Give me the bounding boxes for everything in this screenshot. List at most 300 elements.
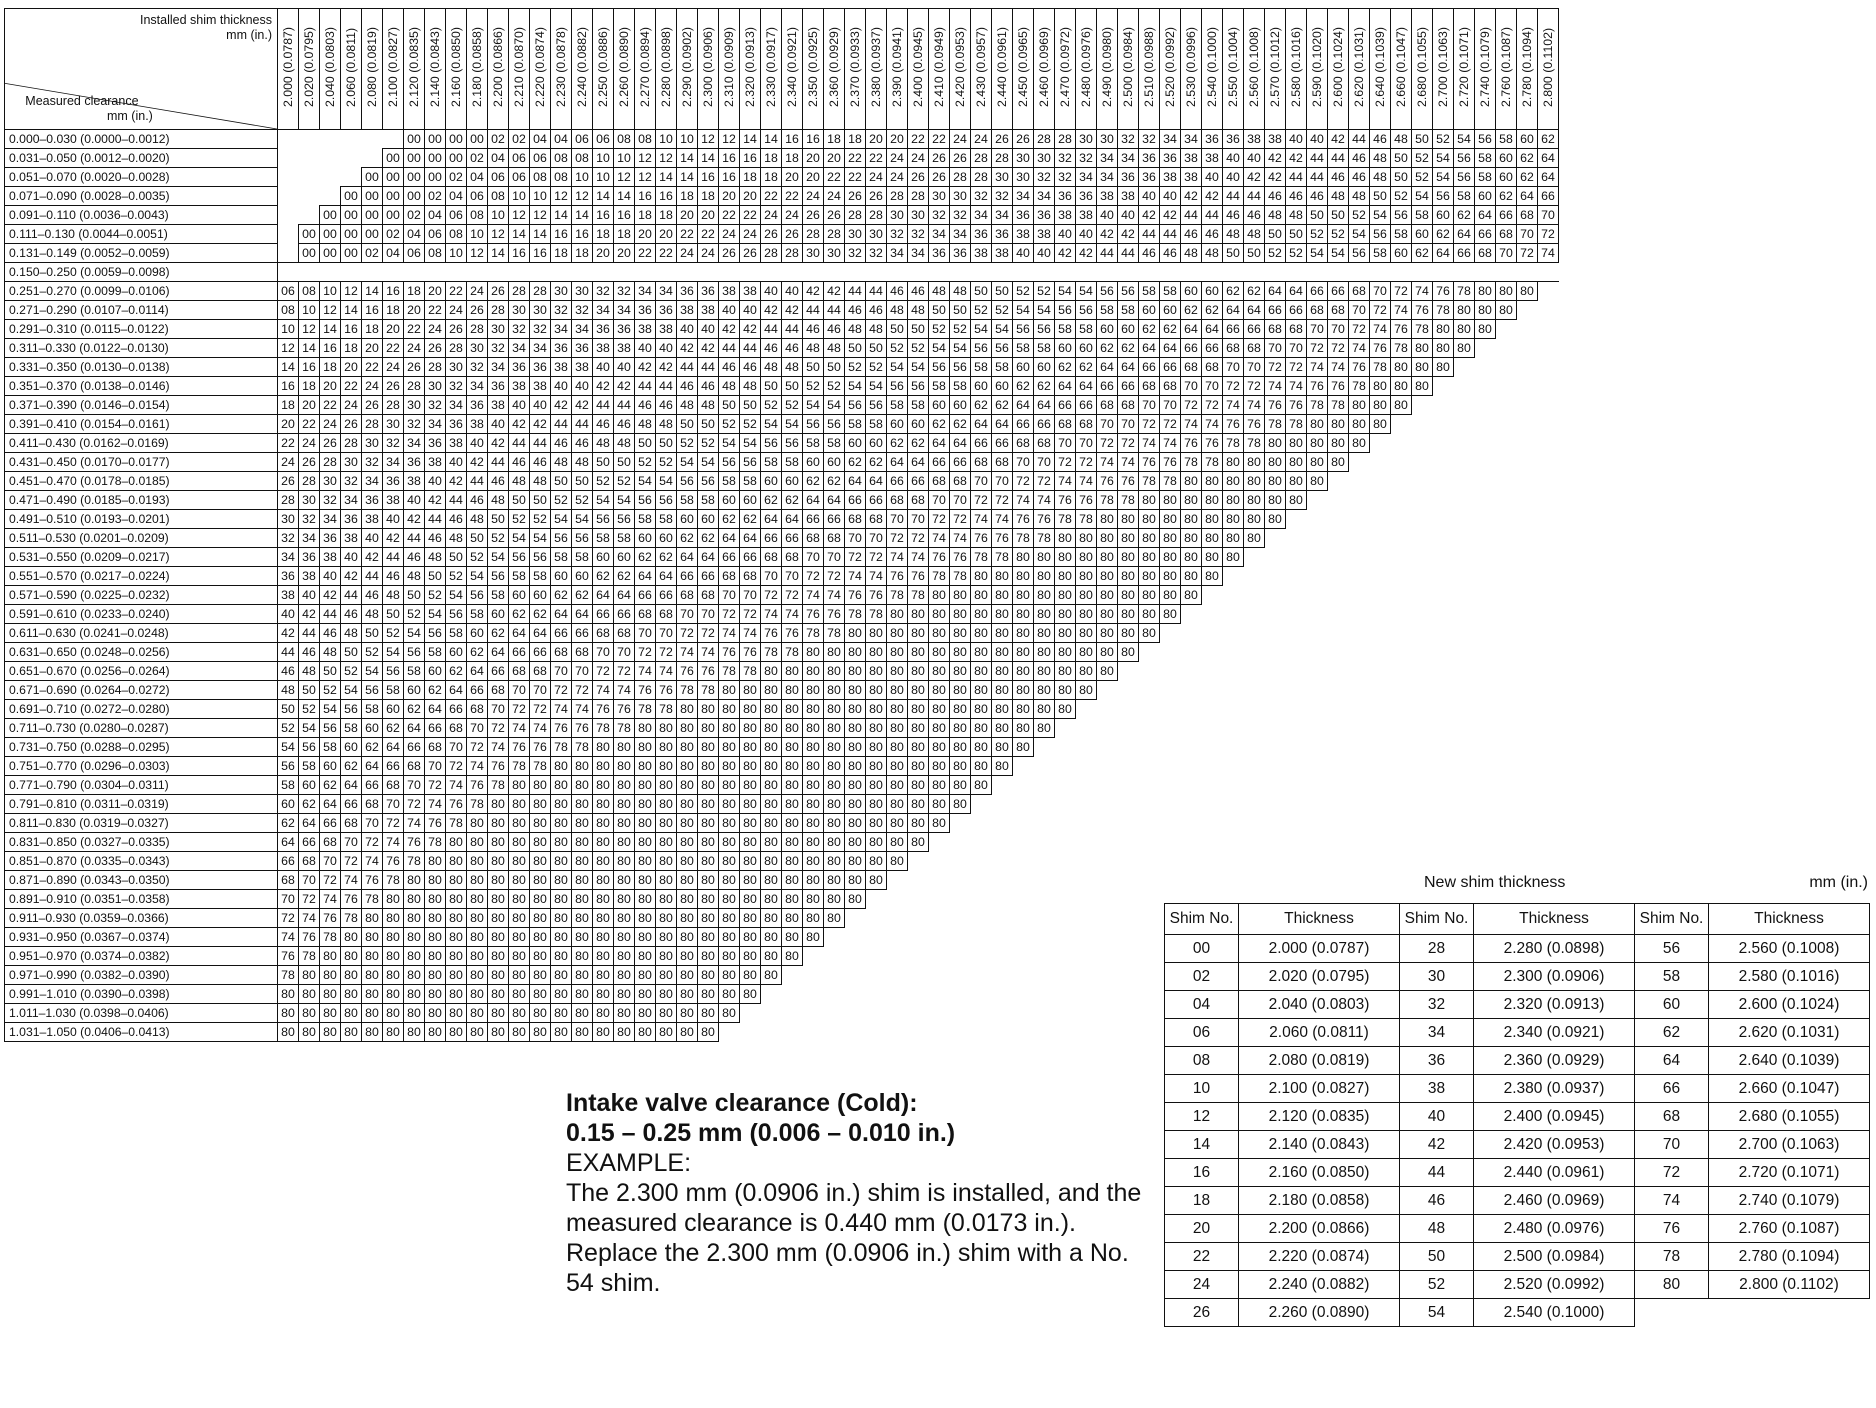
shim-number-cell: 58 — [1475, 168, 1496, 187]
shim-number-cell: 12 — [299, 320, 320, 339]
shim-number-cell: 80 — [1286, 434, 1307, 453]
shim-number-cell: 80 — [614, 947, 635, 966]
shim-number-cell: 50 — [341, 643, 362, 662]
shim-number-cell: 68 — [1517, 206, 1538, 225]
shim-number-cell: 36 — [299, 548, 320, 567]
shim-number-cell: 76 — [1181, 434, 1202, 453]
installed-thickness-label: 2.500 (0.0984) — [1121, 27, 1135, 107]
shim-number-cell: 72 — [341, 852, 362, 871]
shim-number-cell: 74 — [1244, 396, 1265, 415]
empty-cell — [1391, 681, 1412, 700]
shim-number-cell: 80 — [1034, 700, 1055, 719]
measured-clearance-label: 0.511–0.530 (0.0201–0.0209) — [5, 529, 278, 548]
clearance-row — [5, 776, 1559, 795]
shim-number-cell: 80 — [1013, 567, 1034, 586]
shim-number-cell: 32 — [446, 377, 467, 396]
shim-number-cell: 80 — [1328, 434, 1349, 453]
empty-cell — [1328, 795, 1349, 814]
shim-number-cell: 80 — [509, 928, 530, 947]
shim-number-cell: 62 — [383, 719, 404, 738]
shim-number-cell: 48 — [1349, 187, 1370, 206]
empty-cell — [1391, 491, 1412, 510]
shim-number-cell: 80 — [1412, 377, 1433, 396]
empty-cell — [1223, 852, 1244, 871]
shim-thickness-cell: 2.100 (0.0827) — [1239, 1075, 1400, 1103]
shim-number-cell: 46 — [803, 320, 824, 339]
shim-number-cell: 28 — [971, 149, 992, 168]
shim-number-cell: 80 — [866, 871, 887, 890]
shim-number-cell: 70 — [299, 871, 320, 890]
shim-number-cell: 80 — [425, 966, 446, 985]
shim-number-cell: 80 — [1181, 529, 1202, 548]
shim-number-cell: 80 — [488, 1023, 509, 1042]
shim-number-cell: 52 — [593, 472, 614, 491]
empty-cell — [1139, 909, 1160, 928]
installed-thickness-label: 2.140 (0.0843) — [428, 27, 442, 107]
empty-cell — [299, 130, 320, 149]
shim-no-cell: 36 — [1400, 1047, 1474, 1075]
shim-number-cell: 50 — [530, 491, 551, 510]
shim-no-cell: 72 — [1635, 1159, 1709, 1187]
shim-number-cell: 78 — [614, 719, 635, 738]
shim-number-cell: 80 — [1223, 510, 1244, 529]
shim-number-cell: 12 — [572, 187, 593, 206]
shim-number-cell: 76 — [635, 681, 656, 700]
shim-number-cell: 80 — [698, 966, 719, 985]
installed-thickness-header — [971, 9, 992, 130]
clearance-row — [5, 700, 1559, 719]
clearance-row — [5, 415, 1559, 434]
empty-cell — [1181, 700, 1202, 719]
shim-number-cell: 80 — [803, 852, 824, 871]
shim-number-cell: 70 — [593, 643, 614, 662]
shim-number-cell: 68 — [1223, 339, 1244, 358]
shim-number-cell: 28 — [1055, 130, 1076, 149]
shim-number-cell: 22 — [845, 168, 866, 187]
empty-cell — [1496, 453, 1517, 472]
shim-number-cell: 58 — [1097, 301, 1118, 320]
shim-number-cell: 40 — [425, 472, 446, 491]
shim-number-cell: 74 — [551, 700, 572, 719]
shim-number-cell: 66 — [320, 814, 341, 833]
shim-number-cell: 48 — [614, 434, 635, 453]
example-body: The 2.300 mm (0.0906 in.) shim is installed, and the measured clearance is 0.440 mm (0.0173 in.). Replace the 2.300 mm (0.0906 in.) shim with a No. 54 shim. — [566, 1179, 1142, 1297]
shim-number-cell: 34 — [278, 548, 299, 567]
shim-number-cell: 80 — [824, 909, 845, 928]
empty-cell — [887, 871, 908, 890]
shim-number-cell: 80 — [1034, 605, 1055, 624]
shim-no-cell: 00 — [1165, 935, 1239, 963]
shim-number-cell: 54 — [278, 738, 299, 757]
shim-number-cell: 80 — [488, 795, 509, 814]
shim-number-cell: 26 — [446, 320, 467, 339]
installed-thickness-label: 2.460 (0.0969) — [1037, 27, 1051, 107]
empty-cell — [1181, 624, 1202, 643]
shim-number-cell: 78 — [740, 662, 761, 681]
shim-number-cell: 48 — [530, 472, 551, 491]
shim-number-cell: 32 — [1139, 130, 1160, 149]
shim-number-cell: 22 — [782, 187, 803, 206]
empty-cell — [1307, 814, 1328, 833]
empty-cell — [1139, 1023, 1160, 1042]
shim-number-cell: 80 — [845, 624, 866, 643]
measured-clearance-label: 0.751–0.770 (0.0296–0.0303) — [5, 757, 278, 776]
shim-number-cell: 70 — [971, 472, 992, 491]
shim-number-cell: 76 — [530, 738, 551, 757]
shim-thickness-cell: 2.600 (0.1024) — [1709, 991, 1870, 1019]
shim-number-cell: 52 — [278, 719, 299, 738]
shim-number-cell: 64 — [677, 548, 698, 567]
shim-number-cell: 42 — [635, 358, 656, 377]
shim-number-cell: 64 — [551, 605, 572, 624]
shim-number-cell: 56 — [362, 681, 383, 700]
shim-number-cell: 80 — [719, 833, 740, 852]
shim-number-cell: 50 — [1328, 206, 1349, 225]
shim-number-cell: 66 — [1055, 396, 1076, 415]
shim-number-cell: 46 — [635, 396, 656, 415]
shim-number-cell: 80 — [593, 985, 614, 1004]
shim-number-cell: 54 — [593, 491, 614, 510]
shim-number-cell: 62 — [530, 605, 551, 624]
shim-number-cell: 42 — [1265, 168, 1286, 187]
empty-cell — [992, 871, 1013, 890]
measured-clearance-label: 0.711–0.730 (0.0280–0.0287) — [5, 719, 278, 738]
shim-number-cell: 60 — [551, 567, 572, 586]
shim-number-cell: 52 — [383, 624, 404, 643]
shim-number-cell: 42 — [362, 548, 383, 567]
empty-cell — [1202, 681, 1223, 700]
shim-number-cell: 72 — [1181, 396, 1202, 415]
shim-number-cell: 62 — [299, 795, 320, 814]
shim-number-cell: 80 — [467, 852, 488, 871]
empty-cell — [1517, 339, 1538, 358]
empty-cell — [866, 966, 887, 985]
empty-cell — [908, 890, 929, 909]
shim-number-cell: 30 — [425, 377, 446, 396]
shim-number-cell: 46 — [908, 282, 929, 301]
shim-number-cell: 80 — [1181, 586, 1202, 605]
shim-number-cell: 58 — [383, 681, 404, 700]
empty-cell — [1454, 643, 1475, 662]
empty-cell — [1328, 510, 1349, 529]
shim-number-cell: 44 — [1349, 130, 1370, 149]
shim-number-cell: 20 — [299, 396, 320, 415]
empty-cell — [1139, 757, 1160, 776]
shim-number-cell: 70 — [362, 814, 383, 833]
shim-number-cell: 46 — [761, 339, 782, 358]
shim-number-cell: 72 — [404, 795, 425, 814]
shim-number-cell: 78 — [929, 567, 950, 586]
empty-cell — [1349, 548, 1370, 567]
installed-thickness-label: 2.230 (0.0878) — [554, 27, 568, 107]
shim-number-cell: 80 — [320, 1023, 341, 1042]
shim-number-cell: 46 — [551, 434, 572, 453]
shim-number-cell: 40 — [509, 396, 530, 415]
shim-number-cell: 58 — [929, 377, 950, 396]
shim-number-cell: 36 — [383, 472, 404, 491]
empty-cell — [1412, 586, 1433, 605]
empty-cell — [1160, 852, 1181, 871]
shim-number-cell: 72 — [593, 662, 614, 681]
shim-number-cell: 80 — [1034, 643, 1055, 662]
empty-cell — [1055, 852, 1076, 871]
shim-number-cell: 16 — [719, 168, 740, 187]
shim-number-cell: 46 — [1244, 206, 1265, 225]
empty-cell — [1160, 719, 1181, 738]
installed-thickness-label: 2.120 (0.0835) — [407, 27, 421, 107]
shim-number-cell: 46 — [509, 453, 530, 472]
clearance-row — [5, 263, 1559, 282]
shim-number-cell: 78 — [845, 605, 866, 624]
shim-number-cell: 44 — [677, 358, 698, 377]
shim-number-cell: 80 — [425, 1023, 446, 1042]
shim-number-cell: 80 — [1139, 567, 1160, 586]
shim-number-cell: 46 — [1139, 244, 1160, 263]
empty-cell — [866, 985, 887, 1004]
empty-cell — [1076, 738, 1097, 757]
shim-number-cell: 72 — [467, 738, 488, 757]
empty-cell — [845, 966, 866, 985]
shim-number-cell: 80 — [1349, 415, 1370, 434]
shim-number-cell: 16 — [656, 187, 677, 206]
shim-number-cell: 80 — [887, 662, 908, 681]
shim-number-cell: 80 — [971, 681, 992, 700]
shim-number-cell: 80 — [593, 776, 614, 795]
shim-number-cell: 44 — [530, 434, 551, 453]
shim-number-cell: 58 — [761, 453, 782, 472]
empty-cell — [1496, 529, 1517, 548]
shim-number-cell: 36 — [1076, 187, 1097, 206]
empty-cell — [1454, 700, 1475, 719]
shim-number-cell: 28 — [803, 225, 824, 244]
shim-number-cell: 36 — [1139, 168, 1160, 187]
empty-cell — [1286, 643, 1307, 662]
shim-number-cell: 50 — [698, 415, 719, 434]
shim-number-cell: 72 — [803, 567, 824, 586]
shim-number-cell: 80 — [488, 833, 509, 852]
shim-number-cell: 76 — [908, 567, 929, 586]
shim-number-cell: 66 — [1076, 396, 1097, 415]
shim-number-cell: 60 — [698, 510, 719, 529]
shim-number-cell: 80 — [1454, 320, 1475, 339]
empty-cell — [1391, 605, 1412, 624]
measured-clearance-label: 0.631–0.650 (0.0248–0.0256) — [5, 643, 278, 662]
shim-number-cell: 26 — [845, 187, 866, 206]
shim-number-cell: 78 — [404, 852, 425, 871]
shim-number-cell: 80 — [1034, 548, 1055, 567]
shim-number-cell: 58 — [908, 396, 929, 415]
shim-number-cell: 80 — [635, 814, 656, 833]
shim-number-cell: 80 — [1013, 548, 1034, 567]
shim-number-cell: 72 — [677, 624, 698, 643]
shim-number-cell: 72 — [1307, 339, 1328, 358]
shim-number-cell: 68 — [719, 567, 740, 586]
shim-number-cell: 54 — [1349, 225, 1370, 244]
shim-number-cell: 36 — [1034, 206, 1055, 225]
empty-cell — [1454, 586, 1475, 605]
empty-cell — [1517, 586, 1538, 605]
empty-cell — [1517, 681, 1538, 700]
shim-number-cell: 70 — [824, 548, 845, 567]
shim-number-cell: 38 — [1202, 149, 1223, 168]
clearance-row — [5, 320, 1559, 339]
shim-number-cell: 72 — [425, 776, 446, 795]
empty-cell — [1328, 719, 1349, 738]
empty-cell — [1538, 377, 1559, 396]
shim-number-cell: 80 — [572, 795, 593, 814]
shim-number-cell: 48 — [761, 358, 782, 377]
shim-number-cell: 18 — [551, 244, 572, 263]
shim-number-cell: 20 — [656, 225, 677, 244]
shim-number-cell: 70 — [1139, 396, 1160, 415]
shim-number-cell: 80 — [1013, 662, 1034, 681]
shim-number-cell: 42 — [425, 491, 446, 510]
shim-number-cell: 40 — [677, 320, 698, 339]
shim-number-cell: 56 — [572, 529, 593, 548]
shim-number-cell: 66 — [719, 548, 740, 567]
shim-number-cell: 34 — [299, 529, 320, 548]
shim-number-cell: 54 — [740, 434, 761, 453]
shim-number-cell: 58 — [1391, 225, 1412, 244]
shim-number-cell: 80 — [719, 757, 740, 776]
shim-number-cell: 80 — [677, 757, 698, 776]
shim-number-cell: 14 — [593, 187, 614, 206]
empty-cell — [1370, 643, 1391, 662]
shim-number-cell: 78 — [1160, 472, 1181, 491]
empty-cell — [1307, 605, 1328, 624]
shim-number-cell: 80 — [446, 833, 467, 852]
shim-number-cell: 80 — [383, 947, 404, 966]
empty-cell — [1034, 757, 1055, 776]
empty-cell — [1013, 852, 1034, 871]
empty-cell — [1139, 890, 1160, 909]
empty-cell — [1370, 738, 1391, 757]
empty-cell — [1139, 947, 1160, 966]
shim-number-cell: 56 — [887, 377, 908, 396]
shim-number-cell: 38 — [404, 472, 425, 491]
shim-number-cell: 52 — [530, 510, 551, 529]
shim-number-cell: 00 — [362, 168, 383, 187]
empty-cell — [1097, 833, 1118, 852]
empty-cell — [1013, 928, 1034, 947]
empty-cell — [950, 947, 971, 966]
empty-cell — [1139, 681, 1160, 700]
empty-cell — [1118, 985, 1139, 1004]
shim-number-cell: 58 — [572, 548, 593, 567]
empty-cell — [1433, 833, 1454, 852]
empty-cell — [950, 833, 971, 852]
shim-number-cell: 34 — [1160, 130, 1181, 149]
shim-number-cell: 40 — [1244, 149, 1265, 168]
shim-number-cell: 36 — [1055, 187, 1076, 206]
shim-number-cell: 58 — [551, 548, 572, 567]
shim-number-cell: 36 — [446, 415, 467, 434]
installed-thickness-header — [446, 9, 467, 130]
shim-number-cell: 80 — [299, 966, 320, 985]
empty-cell — [1475, 472, 1496, 491]
shim-number-cell: 72 — [1223, 377, 1244, 396]
shim-number-cell: 68 — [320, 833, 341, 852]
shim-number-cell: 56 — [677, 472, 698, 491]
shim-number-cell: 78 — [824, 624, 845, 643]
shim-no-cell: 40 — [1400, 1103, 1474, 1131]
shim-number-cell: 60 — [446, 643, 467, 662]
empty-cell — [803, 985, 824, 1004]
shim-number-cell: 80 — [635, 966, 656, 985]
shim-number-cell: 38 — [1244, 130, 1265, 149]
shim-no-cell: 46 — [1400, 1187, 1474, 1215]
empty-cell — [1286, 757, 1307, 776]
shim-number-cell: 80 — [1307, 453, 1328, 472]
empty-cell — [1496, 662, 1517, 681]
shim-number-cell: 44 — [446, 491, 467, 510]
shim-number-cell: 80 — [635, 909, 656, 928]
shim-number-cell: 22 — [719, 206, 740, 225]
shim-number-cell: 72 — [656, 643, 677, 662]
shim-number-cell: 80 — [1160, 529, 1181, 548]
shim-number-cell: 70 — [1055, 434, 1076, 453]
shim-number-cell: 80 — [824, 738, 845, 757]
shim-number-cell: 80 — [803, 757, 824, 776]
shim-number-cell: 80 — [1181, 567, 1202, 586]
shim-number-cell: 52 — [1349, 206, 1370, 225]
empty-cell — [1454, 738, 1475, 757]
shim-number-cell: 80 — [362, 928, 383, 947]
shim-number-cell: 16 — [509, 244, 530, 263]
shim-number-cell: 68 — [1496, 225, 1517, 244]
shim-number-cell: 80 — [866, 776, 887, 795]
shim-number-cell: 28 — [866, 206, 887, 225]
shim-number-cell: 36 — [656, 301, 677, 320]
shim-number-cell: 80 — [929, 586, 950, 605]
installed-thickness-header — [1391, 9, 1412, 130]
shim-number-cell: 66 — [1202, 339, 1223, 358]
shim-number-cell: 80 — [719, 947, 740, 966]
empty-cell — [1475, 814, 1496, 833]
shim-number-cell: 80 — [1013, 681, 1034, 700]
shim-number-cell: 78 — [362, 890, 383, 909]
shim-number-cell: 52 — [614, 472, 635, 491]
shim-number-cell: 80 — [341, 928, 362, 947]
empty-cell — [1433, 700, 1454, 719]
shim-number-cell: 24 — [824, 187, 845, 206]
shim-number-cell: 76 — [1349, 358, 1370, 377]
shim-thickness-cell: 2.740 (0.1079) — [1709, 1187, 1870, 1215]
shim-number-cell: 80 — [593, 757, 614, 776]
measured-clearance-label: 0.831–0.850 (0.0327–0.0335) — [5, 833, 278, 852]
shim-number-cell: 80 — [803, 700, 824, 719]
shim-number-cell: 74 — [446, 776, 467, 795]
shim-number-cell: 80 — [635, 985, 656, 1004]
shim-number-cell: 80 — [572, 909, 593, 928]
shim-number-cell: 32 — [362, 453, 383, 472]
shim-number-cell: 72 — [1265, 358, 1286, 377]
shim-number-cell: 06 — [509, 149, 530, 168]
shim-number-cell: 80 — [530, 966, 551, 985]
shim-number-cell: 80 — [1055, 548, 1076, 567]
shim-number-cell: 80 — [1097, 586, 1118, 605]
shim-number-cell: 44 — [1307, 149, 1328, 168]
shim-number-cell: 68 — [1034, 434, 1055, 453]
clearance-spec-title: Intake valve clearance (Cold): — [566, 1089, 918, 1117]
empty-cell — [992, 795, 1013, 814]
shim-number-cell: 70 — [950, 491, 971, 510]
empty-cell — [1475, 681, 1496, 700]
shim-number-cell: 18 — [761, 168, 782, 187]
shim-number-cell: 80 — [782, 738, 803, 757]
shim-number-cell: 62 — [551, 586, 572, 605]
shim-number-cell: 64 — [950, 434, 971, 453]
